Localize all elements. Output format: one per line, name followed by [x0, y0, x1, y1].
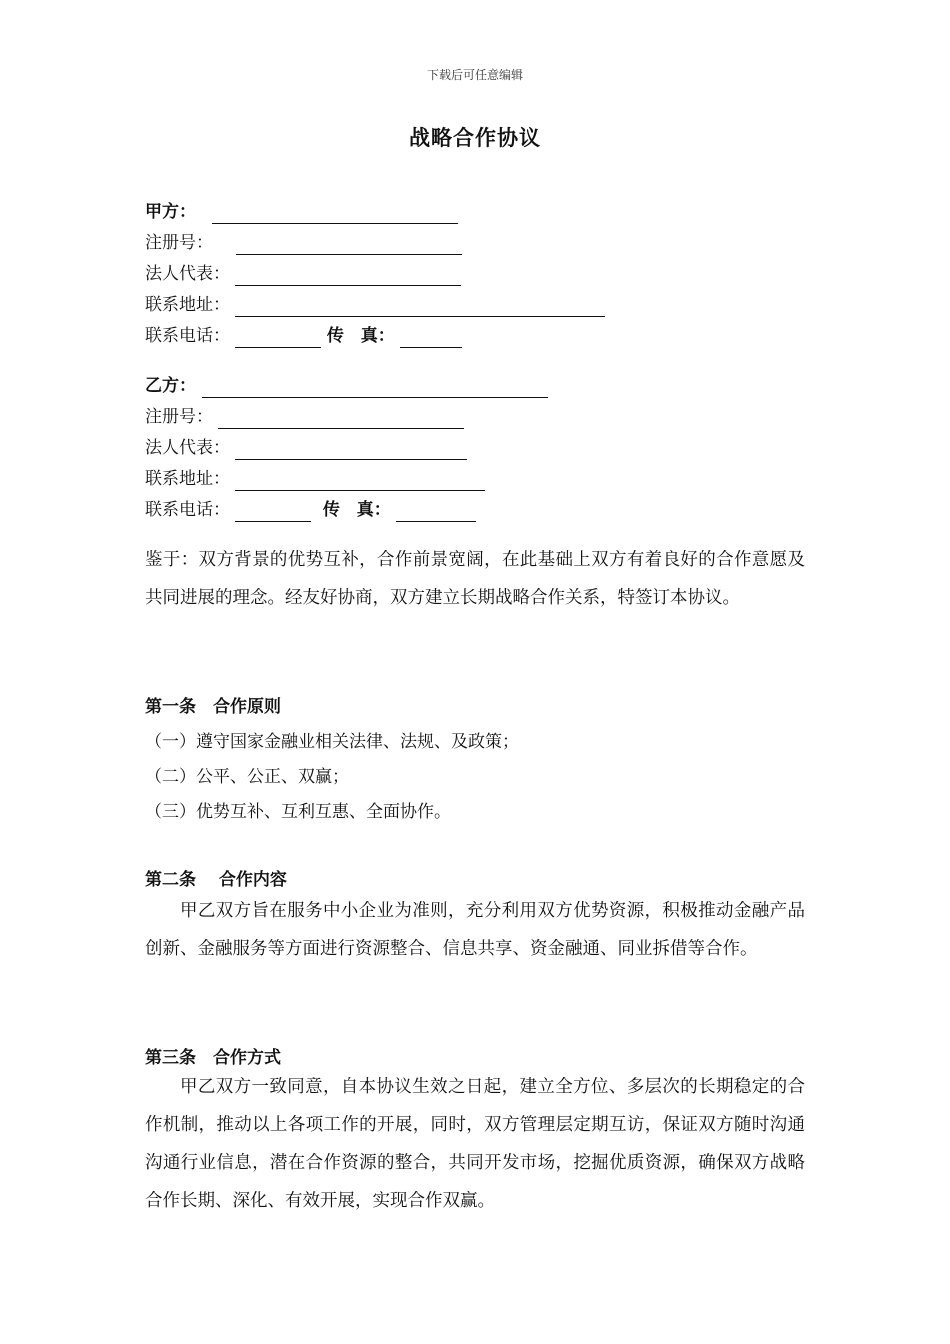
- article2-body: 甲乙双方旨在服务中小企业为准则，充分利用双方优势资源，积极推动金融产品创新、金融服务等方面进行资源整合、信息共享、资金融通、同业拆借等合作。: [145, 901, 805, 959]
- party-b-addr-row: [145, 467, 485, 491]
- party-a-phone-blank: [235, 329, 321, 348]
- party-b-phone-row: [145, 498, 476, 522]
- party-a-phone-label: 联系电话：: [145, 326, 230, 346]
- party-a-blank: [212, 205, 458, 224]
- party-a-reg-blank: [236, 236, 462, 255]
- article3-body: 甲乙双方一致同意，自本协议生效之日起，建立全方位、多层次的长期稳定的合作机制，推动以上各项工作的开展，同时，双方管理层定期互访，保证双方随时沟通沟通行业信息，潜在合作资源的整合，共同开发市场，挖掘优质资源，确保双方战略合作长期、深化、有效开展，实现合作双赢。: [145, 1077, 805, 1211]
- party-b-reg-blank: [218, 410, 464, 429]
- party-a-row: [145, 200, 458, 224]
- article3-heading: 第三条 合作方式: [145, 1048, 281, 1068]
- party-a-fax-label: 传 真：: [326, 326, 395, 346]
- party-a-phone-row: [145, 324, 462, 348]
- article2-heading: 第二条 合作内容: [145, 870, 287, 890]
- party-b-reg-row: [145, 405, 464, 429]
- party-b-reg-label: 注册号：: [145, 407, 213, 427]
- preamble-paragraph: 鉴于：双方背景的优势互补，合作前景宽阔，在此基础上双方有着良好的合作意愿及共同进展的理念。经友好协商，双方建立长期战略合作关系，特签订本协议。: [145, 550, 805, 608]
- party-b-addr-blank: [235, 472, 485, 491]
- party-b-legal-row: [145, 436, 467, 460]
- party-b-phone-blank: [235, 503, 311, 522]
- party-a-label: 甲方：: [145, 202, 196, 222]
- document-title: 战略合作协议: [409, 125, 541, 150]
- party-b-fax-blank: [396, 503, 476, 522]
- party-b-blank: [202, 379, 548, 398]
- party-a-addr-row: [145, 293, 605, 317]
- party-a-legal-blank: [235, 267, 461, 286]
- party-a-legal-row: [145, 262, 461, 286]
- article1-item: （三）优势互补、互利互惠、全面协作。: [145, 802, 451, 822]
- party-b-phone-label: 联系电话：: [145, 500, 230, 520]
- party-a-fax-blank: [400, 329, 462, 348]
- article1-item: （二）公平、公正、双赢；: [145, 767, 349, 787]
- header-note: 下载后可任意编辑: [426, 68, 523, 82]
- party-b-label: 乙方：: [145, 376, 196, 396]
- party-b-legal-blank: [235, 441, 467, 460]
- party-a-legal-label: 法人代表：: [145, 264, 230, 284]
- party-b-row: [145, 374, 548, 398]
- party-a-addr-blank: [235, 298, 605, 317]
- party-b-fax-label: 传 真：: [322, 500, 391, 520]
- article1-heading: 第一条 合作原则: [145, 697, 281, 717]
- party-a-addr-label: 联系地址：: [145, 295, 230, 315]
- article1-item: （一）遵守国家金融业相关法律、法规、及政策；: [145, 732, 519, 752]
- party-b-legal-label: 法人代表：: [145, 438, 230, 458]
- party-a-reg-row: [145, 231, 462, 255]
- party-b-addr-label: 联系地址：: [145, 469, 230, 489]
- party-a-reg-label: 注册号：: [145, 233, 213, 253]
